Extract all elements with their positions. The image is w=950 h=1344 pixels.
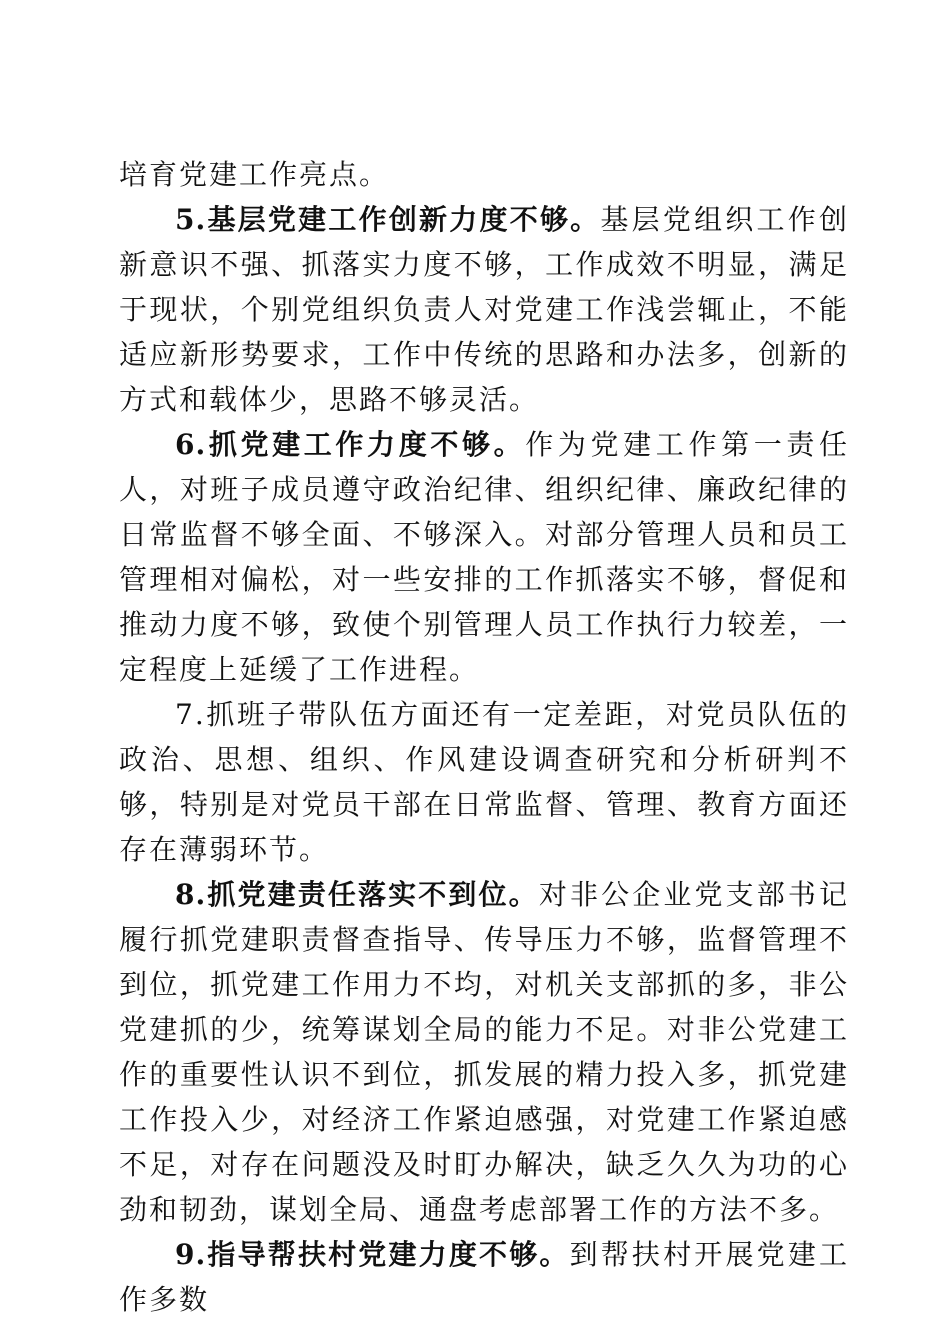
- paragraph-text: 对非公企业党支部书记履行抓党建职责督查指导、传导压力不够，监督管理不到位，抓党建工作用力不均，对机关支部抓的多，非公党建抓的少，统筹谋划全局的能力不足。对非公党建工作的重要性认识不到位，抓发展的精力投入多，抓党建工作投入少，对经济工作紧迫感强，对党建工作紧迫感不足，对存在问题没及时盯办解决，缺乏久久为功的心劲和韧劲，谋划全局、通盘考虑部署工作的方法不多。: [119, 878, 849, 1226]
- paragraph-text: 7.抓班子带队伍方面还有一定差距，对党员队伍的政治、思想、组织、作风建设调查研究和分析研判不够，特别是对党员干部在日常监督、管理、教育方面还存在薄弱环节。: [119, 698, 849, 866]
- paragraph-item-8: [119, 872, 849, 1232]
- paragraph-text: 到帮扶村开展党建工作多数: [119, 1238, 849, 1316]
- paragraph-continuation: [119, 152, 849, 197]
- paragraph-item-5: [119, 197, 849, 422]
- paragraph-item-9: [119, 1232, 849, 1322]
- paragraph-text: 基层党组织工作创新意识不强、抓落实力度不够，工作成效不明显，满足于现状，个别党组织负责人对党建工作浅尝辄止，不能适应新形势要求，工作中传统的思路和办法多，创新的方式和载体少，思路不够灵活。: [119, 203, 849, 416]
- paragraph-heading: 9.指导帮扶村党建力度不够。: [175, 1238, 570, 1271]
- paragraph-text: 作为党建工作第一责任人，对班子成员遵守政治纪律、组织纪律、廉政纪律的日常监督不够全面、不够深入。对部分管理人员和员工管理相对偏松，对一些安排的工作抓落实不够，督促和推动力度不够，致使个别管理人员工作执行力较差，一定程度上延缓了工作进程。: [119, 428, 849, 686]
- paragraph-text: 培育党建工作亮点。: [119, 158, 390, 191]
- paragraph-heading: 8.抓党建责任落实不到位。: [175, 878, 539, 911]
- paragraph-item-7: [119, 692, 849, 872]
- paragraph-item-6: [119, 422, 849, 692]
- paragraph-heading: 6.抓党建工作力度不够。: [175, 428, 526, 461]
- paragraph-heading: 5.基层党建工作创新力度不够。: [175, 203, 601, 236]
- document-body: [119, 152, 849, 1322]
